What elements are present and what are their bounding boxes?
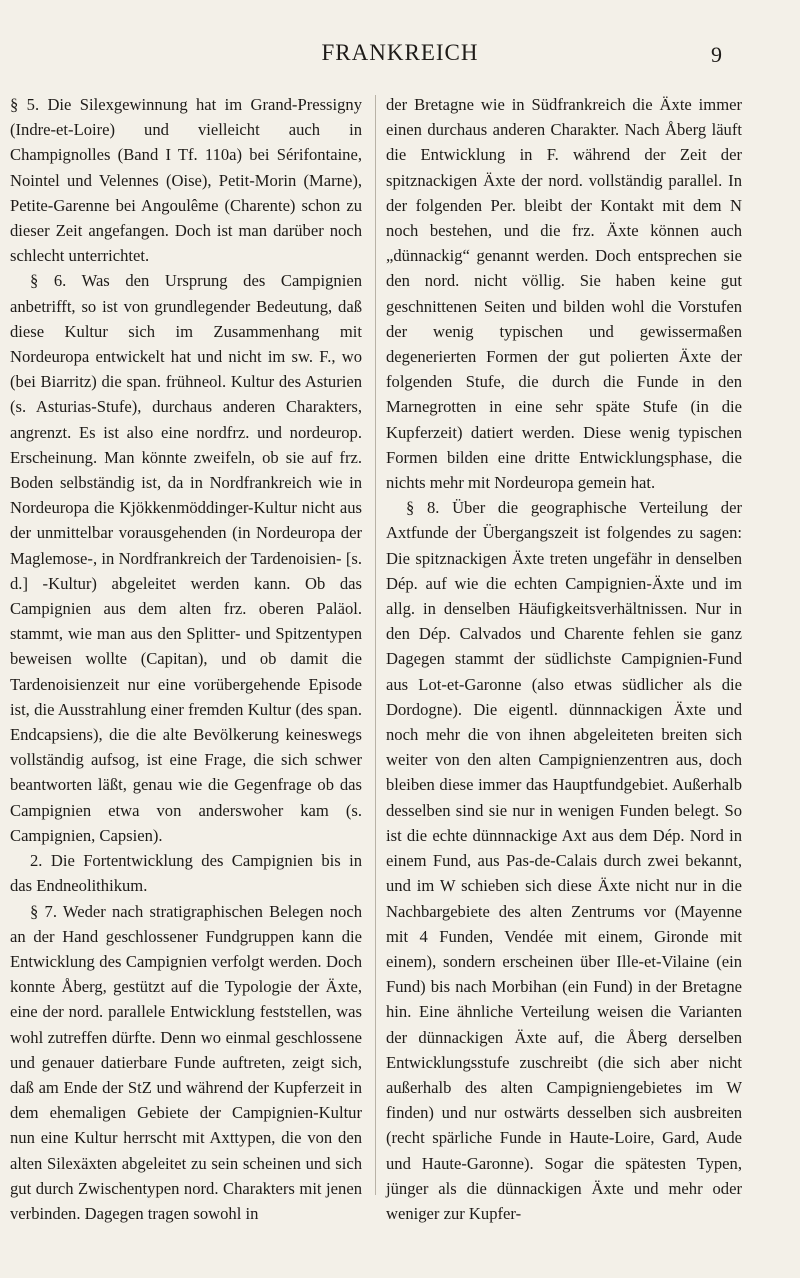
column-divider (375, 95, 376, 1195)
paragraph-7-continued: der Bretagne wie in Südfrankreich die Äxte immer einen durchaus anderen Charakter. Nach Åberg läuft die Entwicklung in F. während der Zeit der spitznackigen Äxte der nord. vollständig parallel. In der folgenden Per. bleibt der Kontakt mit dem N noch bestehen, und die frz. Äxte können auch „dünnackig“ genannt werden. Doch entsprechen sie den nord. nicht völlig. Sie haben keine gut geschnittenen Seiten und bilden wohl die Vorstufen der wenig typischen und gewissermaßen degenerierten Formen der gut polierten Äxte der folgenden Stufe, die durch die Funde in den Marnegrotten in eine sehr späte Stufe (in die Kupferzeit) datiert werden. Diese wenig typischen Formen bilden eine dritte Entwicklungsphase, die nichts mehr mit Nordeuropa gemein hat. (386, 95, 742, 493)
section-heading: 2. Die Fortentwicklung des Campignien bis in das Endneolithikum. (10, 851, 362, 896)
paragraph-8: § 8. Über die geographische Verteilung der Axtfunde der Übergangszeit ist folgendes zu sagen: Die spitznackigen Äxte treten ungefähr in denselben Dép. auf wie die echten Campignien-Äxte und im allg. in denselben Häufigkeitsverhältnissen. Nur in den Dép. Calvados und Charente fehlen sie ganz Dagegen stammt der südlichste Campignien-Fund aus Lot-et-Garonne (also etwas südlicher als die Dordogne). Die eigentl. dünnnackigen Äxte und noch mehr die von ihnen abgeleiteten breiten sich weiter von den alten Campignienzentren aus, doch bleiben diese immer das Hauptfundgebiet. Außerhalb desselben sind sie nur in wenigen Funden belegt. So ist die echte dünnnackige Axt aus dem Dép. Nord in einem Fund, aus Pas-de-Calais durch zwei bekannt, und im W schieben sich diese Äxte nicht nur in die Nachbargebiete des alten Zentrums vor (Mayenne mit 4 Funden, Vendée mit einem, Gironde mit einem), sondern erscheinen über Ille-et-Vilaine (ein Fund) bis nach Morbihan (ein Fund) in der Bretagne hin. Eine ähnliche Verteilung weisen die Varianten der dünnackigen Äxte auf, die Åberg derselben Entwicklungsstufe zuschreibt (die sich aber nicht außerhalb des alten Campigniengebietes im W finden) und nur ostwärts desselben sich ausbreiten (recht spärliche Funde in Haute-Loire, Gard, Aude und Haute-Garonne). Sogar die spätesten Typen, jünger als die dünnackigen Äxte und mehr oder weniger zur Kupfer- (386, 498, 742, 1223)
paragraph-6: § 6. Was den Ursprung des Campignien anbetrifft, so ist von grundlegender Bedeutung, daß diese Kultur sich im Zusammenhang mit Nordeuropa entwickelt hat und nicht im sw. F., wo (bei Biarritz) die span. frühneol. Kultur des Asturien (s. Asturias-Stufe), durchaus anderen Charakters, angrenzt. Es ist also eine nordfrz. und nordeurop. Erscheinung. Man könnte zweifeln, ob sie auf frz. Boden selbständig ist, da in Nordfrankreich wie in Nordeuropa die Kjökkenmöddinger-Kultur nicht aus der unmittelbar vorausgehenden (in Nordeuropa der Maglemose-, in Nordfrankreich der Tardenoisien- [s. d.] -Kultur) abgeleitet werden kann. Ob das Campignien aus dem alten frz. oberen Paläol. stammt, wie man aus den Splitter- und Spitzentypen beweisen wollte (Capitan), und ob damit die Tardenoisienzeit nur eine vorübergehende Episode ist, die Ausstrahlung einer fremden Kultur (des span. Endcapsiens), die die alte Bevölkerung keineswegs vollständig aufsog, ist eine Frage, die sich schwer beantworten läßt, genau wie die Gegenfrage ob das Campignien etwa von anderswoher kam (s. Campignien, Capsien). (10, 271, 362, 845)
running-title: FRANKREICH (321, 40, 479, 65)
running-head (0, 40, 800, 74)
paragraph-7: § 7. Weder nach stratigraphischen Belegen noch an der Hand geschlossener Fundgruppen kann die Entwicklung des Campignien verfolgt werden. Doch konnte Åberg, gestützt auf die Typologie der Äxte, eine der nord. parallele Entwicklung feststellen, was wohl zutreffen dürfte. Denn wo einmal geschlossene und genauer datierbare Funde auftreten, zeigt sich, daß am Ende der StZ und während der Kupferzeit in dem ehemaligen Gebiete der Campignien-Kultur nun eine Kultur herrscht mit Axttypen, die von den alten Silexäxten abgeleitet zu sein scheinen und sich gut durch Zwischentypen nord. Charakters mit jenen verbinden. Dagegen tragen sowohl in (10, 901, 362, 1223)
left-column (10, 92, 362, 1226)
paragraph-5: § 5. Die Silexgewinnung hat im Grand-Pressigny (Indre-et-Loire) und vielleicht auch in Champignolles (Band I Tf. 110a) bei Sérifontaine, Nointel und Velennes (Oise), Petit-Morin (Marne), Petite-Garenne bei Angoulême (Charente) schon zu dieser Zeit angefangen. Doch ist man darüber noch schlecht unterrichtet. (10, 95, 362, 266)
right-column (386, 92, 742, 1226)
page-number: 9 (711, 42, 722, 67)
